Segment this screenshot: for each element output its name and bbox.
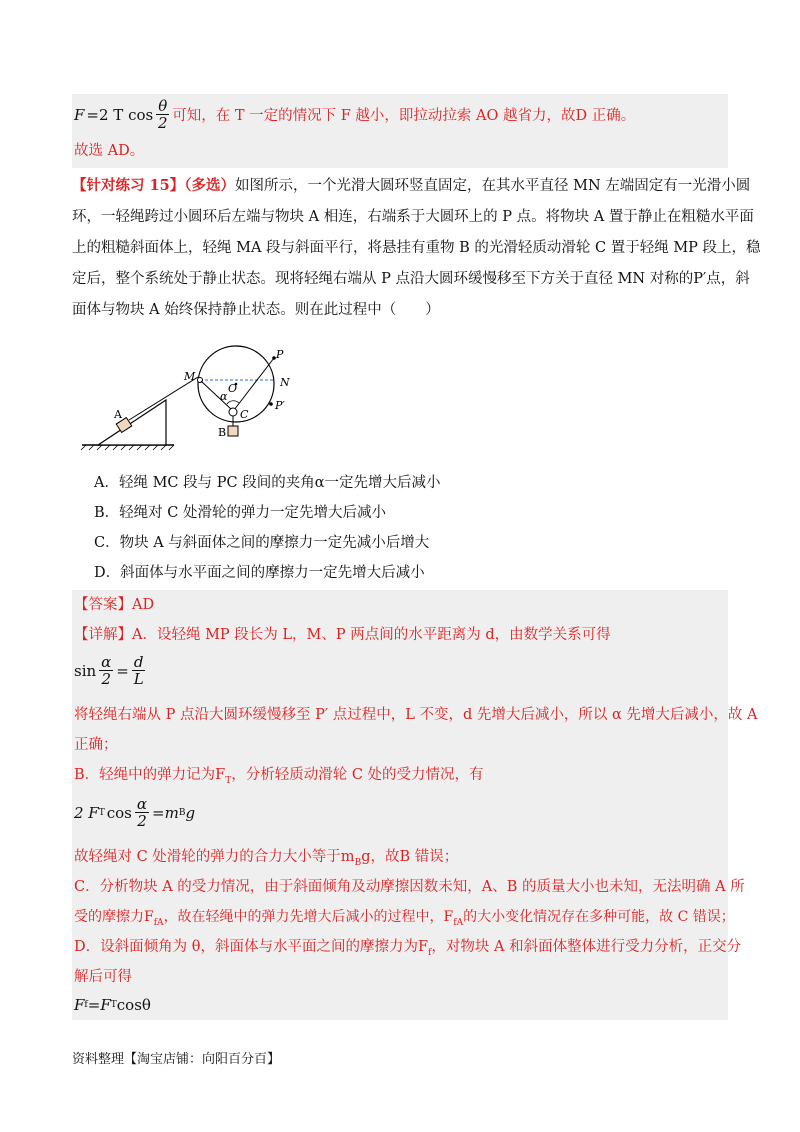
formula-2ft (74, 796, 195, 829)
f3-sub: f (84, 1000, 88, 1010)
f3-sub2: T (110, 1000, 117, 1010)
prev-choice-line: 故选 AD。 (74, 143, 145, 159)
weight-b (228, 426, 238, 436)
f1-rnum: d (133, 653, 144, 671)
f1-den: 2 (101, 670, 111, 688)
label-p: P (276, 348, 284, 361)
text-b2-main: 故轻绳对 C 处滑轮的弹力的合力大小等于m (74, 849, 355, 865)
text-c2-sub2: fA (453, 917, 464, 928)
f2-rhs: =m (152, 803, 179, 822)
question-line-3: 上的粗糙斜面体上，轻绳 MA 段与斜面平行，将悬挂有重物 B 的光滑轻质动滑轮 C 置于轻绳 MP 段上，稳 (72, 240, 761, 256)
f3-mid: =F (87, 996, 111, 1014)
answer-block (72, 590, 758, 1020)
f2-den: 2 (137, 812, 147, 830)
f3-lhs: F (74, 996, 85, 1014)
options-list (72, 468, 728, 588)
text-d1-rest: ，对物块 A 和斜面体整体进行受力分析，正交分 (431, 939, 742, 955)
text-b (74, 760, 484, 797)
label-p2: P′ (275, 399, 285, 412)
footer-note: 资料整理【淘宝店铺：向阳百分百】 (72, 1052, 281, 1067)
text-c2-rest: ，故在轻绳中的弹力先增大后减小的过程中，F (163, 909, 454, 925)
detail-a-line: 【详解】A．设轻绳 MP 段长为 L，M、P 两点间的水平距离为 d，由数学关系可得 (74, 627, 611, 643)
text-b-sub: T (225, 775, 232, 786)
label-c: C (240, 408, 249, 421)
label-n: N (280, 376, 290, 389)
text-b2-rest: g，故B 错误； (361, 849, 459, 865)
prev-answer-block (72, 94, 728, 168)
angle-arc (227, 401, 239, 404)
f1-num: α (101, 653, 112, 671)
label-alpha: α (220, 390, 228, 403)
prev-formula-line (74, 98, 635, 131)
text-d2: 解后可得 (74, 969, 132, 985)
f2-num: α (136, 795, 148, 813)
question-line-4: 定后，整个系统处于静止状态。现将轻绳右端从 P 点沿大圆环缓慢移至下方关于直径 MN 对称的P′点，斜 (72, 271, 750, 287)
text-b2-sub: B (354, 857, 362, 868)
incline-body (98, 400, 166, 445)
label-b: B (218, 426, 227, 439)
formula-ff (74, 996, 151, 1014)
option-d: D．斜面体与水平面之间的摩擦力一定先增大后减小 (94, 565, 425, 581)
f2-lhs: 2 F (74, 803, 99, 822)
prev-text-after: 可知，在 T 一定的情况下 F 越小，即拉动拉索 AO 越省力，故D 正确。 (172, 108, 636, 124)
prev-frac-num: θ (158, 97, 168, 115)
label-m: M (184, 370, 196, 383)
question-tag: 【针对练习 15】（多选） (72, 177, 235, 194)
question-line-2: 环，一轻绳跨过小圆环后左端与物块 A 相连，右端系于大圆环上的 P 点。将物块 A 置于静止在粗糙水平面 (72, 209, 754, 225)
text-c2-rest2: 的大小变化情况存在多种可能，故 C 错误； (463, 909, 735, 925)
prev-formula-fraction (156, 98, 169, 131)
pulley-c (229, 408, 237, 416)
f1-rden: L (133, 670, 144, 688)
f2-sub: T (98, 807, 105, 818)
f1-eq: = (116, 661, 129, 680)
label-a: A (114, 408, 122, 421)
prev-frac-den: 2 (157, 114, 168, 132)
prev-formula-lhs: F (74, 105, 85, 124)
point-p2 (269, 402, 273, 406)
formula-sin (74, 654, 148, 687)
text-b-rest: ，分析轻质动滑轮 C 处的受力情况，有 (231, 767, 484, 783)
text-c2-sub: fA (153, 917, 164, 928)
question-text-1: 如图所示，一个光滑大圆环竖直固定，在其水平直径 MN 左端固定有一光滑小圆 (234, 178, 751, 194)
question-line-5: 面体与物块 A 始终保持静止状态。则在此过程中（ ） (72, 302, 440, 318)
f1-lhs: sin (74, 661, 97, 680)
f2-cos: cos (106, 803, 132, 822)
prev-formula-rest: =2 T cos (86, 105, 154, 124)
text-c1: C．分析物块 A 的受力情况，由于斜面倾角及动摩擦因数未知，A、B 的质量大小也未知，无法明确 A 所 (74, 879, 745, 895)
text-d1-sub: f (428, 947, 432, 958)
text-b-main: B．轻绳中的弹力记为F (74, 767, 226, 783)
option-a: A．轻绳 MC 段与 PC 段间的夹角α一定先增大后减小 (94, 475, 441, 491)
answer-label: 【答案】AD (74, 597, 155, 613)
option-c: C．物块 A 与斜面体之间的摩擦力一定先减小后增大 (94, 535, 430, 551)
f1-frac-left (99, 654, 113, 687)
option-b: B．轻绳对 C 处滑轮的弹力一定先增大后减小 (94, 505, 386, 521)
f1-frac-right (132, 654, 146, 687)
text-a1: 将轻绳右端从 P 点沿大圆环缓慢移至 P′ 点过程中，L 不变，d 先增大后减小，所以 α 先增大后减小，故 A (74, 707, 758, 723)
label-o: O (228, 382, 238, 395)
text-c2-main: 受的摩擦力F (74, 909, 154, 925)
text-a2: 正确； (74, 737, 118, 753)
rope-cp (234, 358, 274, 410)
ground-hatch (81, 445, 174, 450)
physics-figure (78, 330, 318, 455)
question-block (72, 170, 761, 326)
f2-g: g (185, 803, 196, 822)
f2-rsub: B (178, 807, 186, 818)
f3-rest: cosθ (116, 996, 151, 1014)
question-line-1 (72, 170, 751, 202)
text-d1-main: D．设斜面倾角为 θ，斜面体与水平面之间的摩擦力为F (74, 939, 429, 955)
text-d1 (74, 932, 741, 969)
f2-frac (135, 796, 149, 829)
